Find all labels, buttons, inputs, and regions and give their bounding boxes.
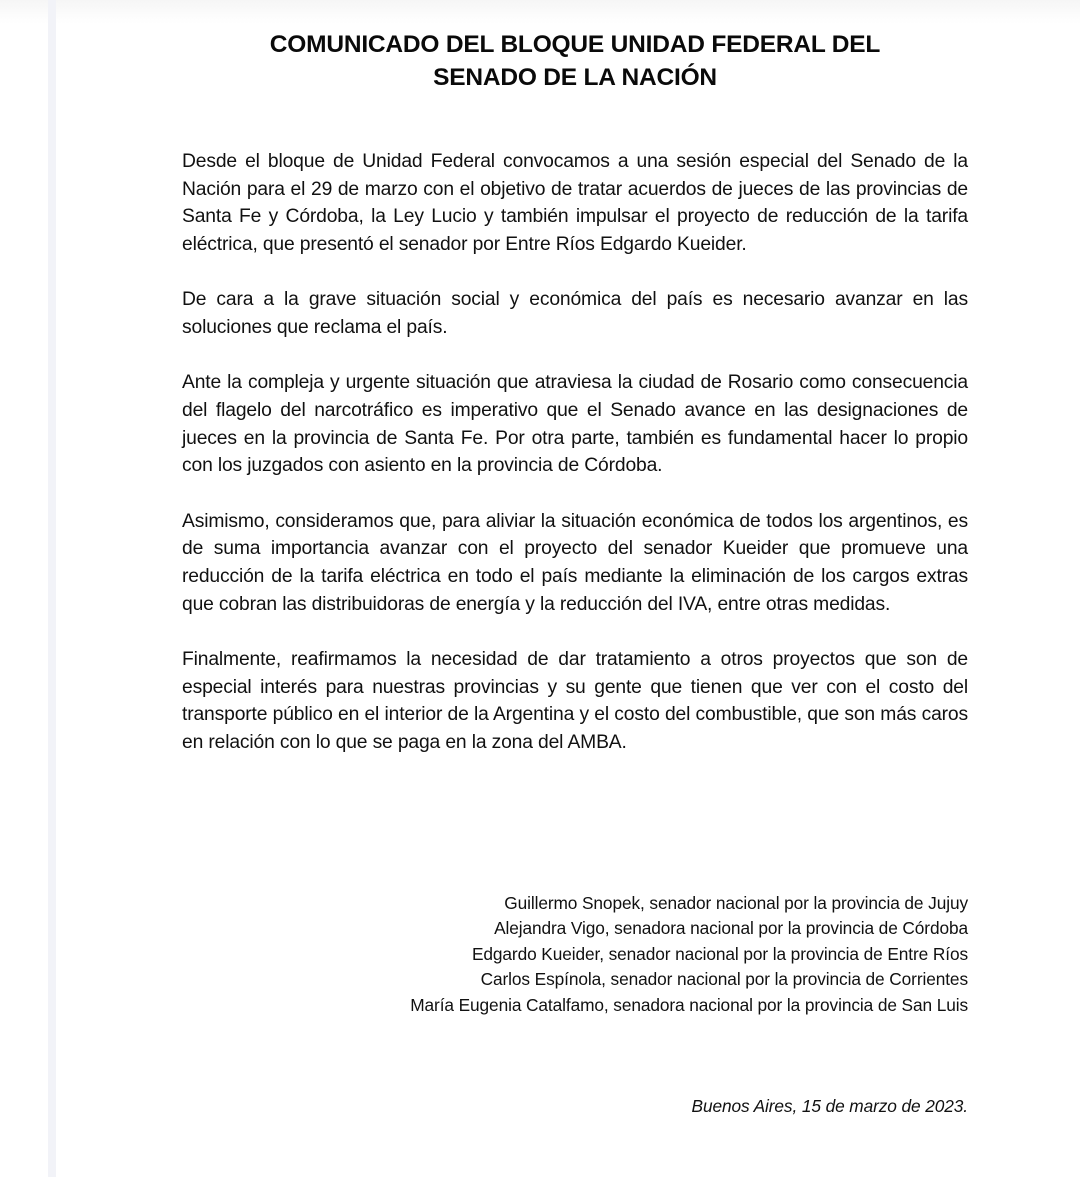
paragraph-session-call: Desde el bloque de Unidad Federal convocamos a una sesión especial del Senado de la Nación para el 29 de marzo con el objetivo de tratar acuerdos de jueces de las provincias de Santa Fe y Córdoba, la Ley Lucio y también impulsar el proyecto de reducción de la tarifa eléctrica, que presentó el senador por Entre Ríos Edgardo Kueider. xyxy=(182,151,968,256)
signature-line: Alejandra Vigo, senadora nacional por la provincia de Córdoba xyxy=(494,918,968,939)
paragraph-electric-tariff: Asimismo, consideramos que, para aliviar la situación económica de todos los argentinos, es de suma importancia avanzar con el proyecto del senador Kueider que promueve una reducción de la tarifa eléctrica en todo el país mediante la eliminación de los cargos extras que cobran las distribuidoras de energía y la reducción del IVA, entre otras medidas. xyxy=(182,510,968,615)
signature-line: María Eugenia Catalfamo, senadora nacional por la provincia de San Luis xyxy=(410,994,968,1015)
top-shade xyxy=(0,0,1080,24)
title-line-2: SENADO DE LA NACIÓN xyxy=(433,64,717,91)
left-margin-strip xyxy=(48,0,56,1177)
document-title xyxy=(182,28,968,94)
paragraph-social-situation: De cara a la grave situación social y económica del país es necesario avanzar en las soluciones que reclama el país. xyxy=(182,289,968,339)
place-and-date: Buenos Aires, 15 de marzo de 2023. xyxy=(691,1096,968,1116)
signature-line: Edgardo Kueider, senador nacional por la provincia de Entre Ríos xyxy=(471,943,968,964)
signature-line: Carlos Espínola, senador nacional por la provincia de Corrientes xyxy=(480,969,968,990)
paragraph-rosario-judges: Ante la compleja y urgente situación que atraviesa la ciudad de Rosario como consecuencia del flagelo del narcotráfico es imperativo que el Senado avance en las designaciones de jueces en la provincia de Santa Fe. Por otra parte, también es fundamental hacer lo propio con los juzgados con asiento en la provincia de Córdoba. xyxy=(182,372,968,477)
signatures-block xyxy=(182,891,968,1018)
document-body xyxy=(182,148,968,784)
title-line-1: COMUNICADO DEL BLOQUE UNIDAD FEDERAL DEL xyxy=(269,31,881,58)
signature-line: Guillermo Snopek, senador nacional por la provincia de Jujuy xyxy=(504,893,968,913)
paragraph-transport-fuel: Finalmente, reafirmamos la necesidad de dar tratamiento a otros proyectos que son de especial interés para nuestras provincias y su gente que tienen que ver con el costo del transporte público en el interior de la Argentina y el costo del combustible, que son más caros en relación con lo que se paga en la zona del AMBA. xyxy=(182,648,968,753)
